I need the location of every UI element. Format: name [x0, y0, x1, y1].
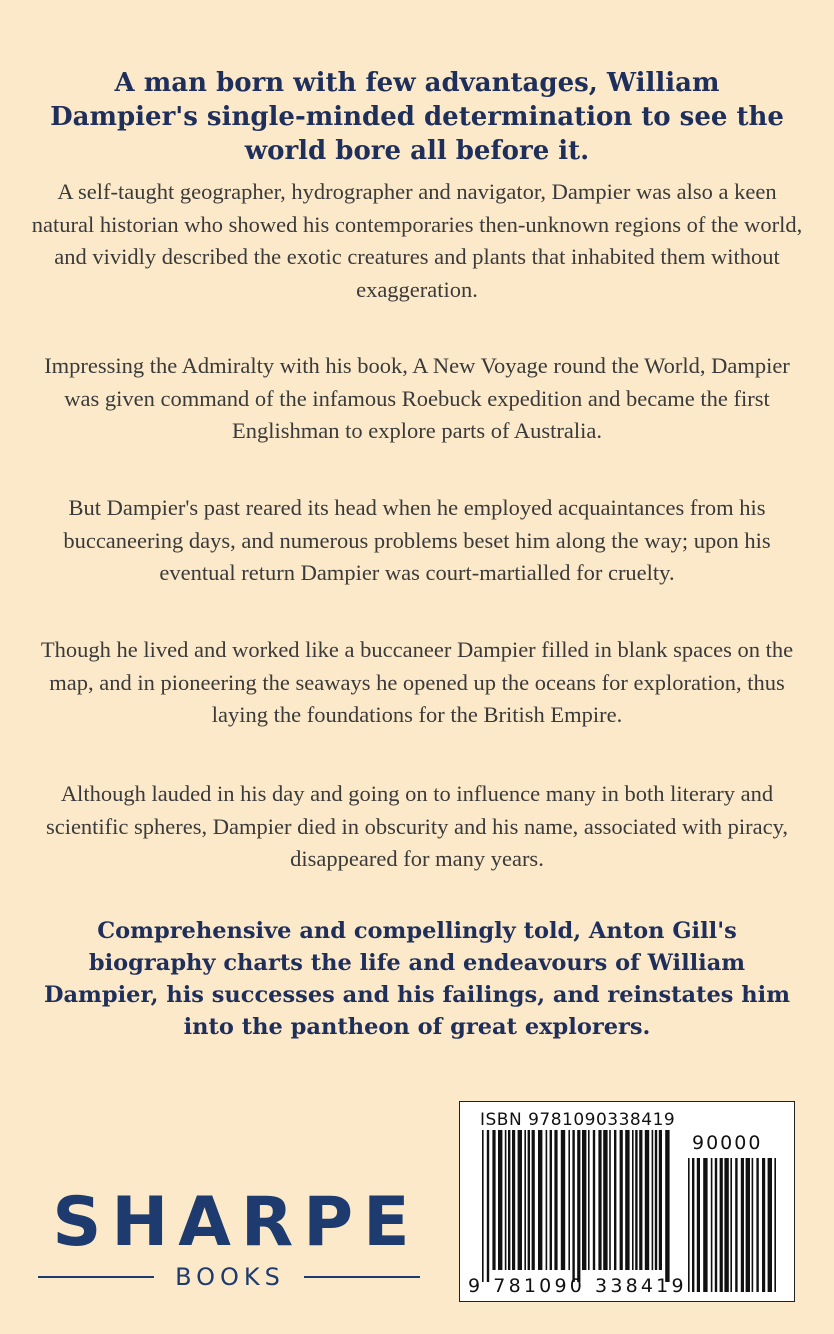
- publisher-logo: [28, 1183, 438, 1296]
- logo-rule-left: [38, 1276, 154, 1278]
- price-code: 90000: [692, 1132, 763, 1154]
- barcode-digits-right: 338419: [595, 1275, 687, 1297]
- closing-blurb: Comprehensive and compellingly told, Anton Gill's biography charts the life and endeavours of William Dampier, his successes and his failings, and reinstates him into the pantheon of great explorers.: [43, 918, 791, 1040]
- logo-rule-right: [304, 1276, 420, 1278]
- body-paragraph-2: Impressing the Admiralty with his book, A New Voyage round the World, Dampier was given command of the infamous Roebuck expedition and became the first Englishman to explore parts of Australia.: [44, 353, 790, 443]
- body-paragraph-1: A self-taught geographer, hydrographer and navigator, Dampier was also a keen natural historian who showed his contemporaries then-unknown regions of the world, and vividly described the exotic creatures and plants that inhabited them without exaggeration.: [31, 179, 803, 302]
- publisher-imprint: BOOKS: [175, 1263, 285, 1291]
- barcode-digits-left: 781090: [493, 1275, 586, 1297]
- publisher-name: SHARPE: [52, 1183, 420, 1262]
- isbn-label: ISBN 9781090338419: [480, 1110, 676, 1130]
- body-paragraph-5: Although lauded in his day and going on to influence many in both literary and scientific spheres, Dampier died in obscurity and his name, associated with piracy, disappeared for many years.: [45, 781, 789, 871]
- body-paragraph-4: Though he lived and worked like a buccaneer Dampier filled in blank spaces on the map, and in pioneering the seaways he opened up the oceans for exploration, thus laying the foundations for the British Empire.: [40, 637, 794, 727]
- body-paragraph-3: But Dampier's past reared its head when he employed acquaintances from his buccaneering days, and numerous problems beset him along the way; upon his eventual return Dampier was court-martialled for cruelty.: [63, 495, 771, 585]
- barcode-digit-first: 9: [468, 1275, 484, 1297]
- isbn-barcode: [459, 1101, 795, 1302]
- intro-blurb: A man born with few advantages, William Dampier's single-minded determination to see the world bore all before it.: [50, 68, 784, 166]
- barcode-digits: [468, 1275, 687, 1297]
